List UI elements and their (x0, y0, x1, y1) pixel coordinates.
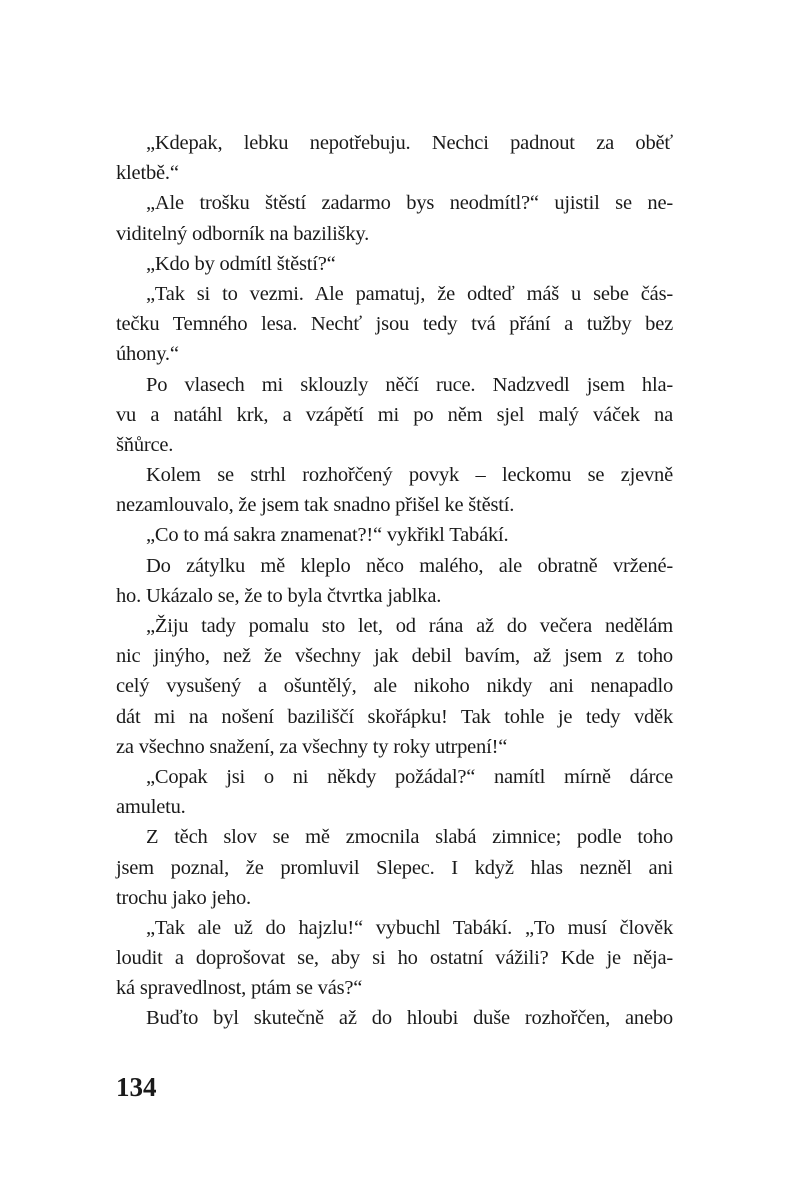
paragraph (116, 913, 673, 1004)
text-line: loudit a doprošovat se, aby si ho ostatní vážili? Kde je něja- (116, 947, 673, 970)
text-line: „Kdo by odmítl štěstí?“ (146, 252, 336, 275)
body-text (116, 128, 673, 1034)
text-line: Do zátylku mě kleplo něco malého, ale obratně vržené- (146, 554, 673, 577)
text-line: Z těch slov se mě zmocnila slabá zimnice; podle toho (146, 826, 673, 849)
text-line: celý vysušený a ošuntělý, ale nikoho nikdy ani nenapadlo (116, 675, 673, 698)
text-line: vu a natáhl krk, a vzápětí mi po něm sjel malý váček na (116, 403, 673, 426)
paragraph (116, 370, 673, 461)
text-line: amuletu. (116, 796, 186, 819)
text-line: šňůrce. (116, 433, 174, 456)
text-line: nezamlouvalo, že jsem tak snadno přišel ke štěstí. (116, 494, 515, 517)
text-line: „Tak ale už do hajzlu!“ vybuchl Tabákí. „To musí člověk (146, 916, 673, 939)
text-line: úhony.“ (116, 343, 179, 366)
text-line: „Copak jsi o ni někdy požádal?“ namítl mírně dárce (146, 765, 673, 788)
text-line: trochu jako jeho. (116, 886, 251, 909)
paragraph (116, 249, 673, 279)
paragraph (116, 611, 673, 762)
text-line: kletbě.“ (116, 162, 179, 185)
paragraph (116, 520, 673, 550)
text-line: dát mi na nošení baziliščí skořápku! Tak tohle je tedy vděk (116, 705, 673, 728)
text-line: jsem poznal, že promluvil Slepec. I když hlas nezněl ani (116, 856, 673, 879)
paragraph (116, 279, 673, 370)
paragraph (116, 1003, 673, 1033)
text-line: viditelný odborník na bazilišky. (116, 222, 370, 245)
paragraph (116, 551, 673, 611)
text-line: Buďto byl skutečně až do hloubi duše rozhořčen, anebo (146, 1007, 673, 1030)
text-line: „Co to má sakra znamenat?!“ vykřikl Tabákí. (146, 524, 509, 547)
text-line: za všechno snažení, za všechny ty roky utrpení!“ (116, 735, 508, 758)
paragraph (116, 188, 673, 248)
text-line: „Žiju tady pomalu sto let, od rána až do večera nedělám (146, 615, 673, 637)
text-line: ká spravedlnost, ptám se vás?“ (116, 977, 363, 1000)
text-line: nic jinýho, než že všechny jak debil bavím, až jsem z toho (116, 645, 673, 668)
text-line: „Ale trošku štěstí zadarmo bys neodmítl?“ ujistil se ne- (146, 192, 673, 215)
text-line: Po vlasech mi sklouzly něčí ruce. Nadzvedl jsem hla- (146, 373, 673, 396)
text-line: tečku Temného lesa. Nechť jsou tedy tvá přání a tužby bez (116, 313, 673, 336)
text-line: „Kdepak, lebku nepotřebuju. Nechci padnout za oběť (146, 132, 673, 154)
page-number: 134 (116, 1072, 157, 1102)
paragraph (116, 460, 673, 520)
paragraph (116, 822, 673, 913)
text-line: „Tak si to vezmi. Ale pamatuj, že odteď máš u sebe čás- (146, 282, 673, 305)
paragraph (116, 128, 673, 188)
text-line: Kolem se strhl rozhořčený povyk – leckomu se zjevně (146, 464, 673, 487)
paragraph (116, 762, 673, 822)
text-line: ho. Ukázalo se, že to byla čtvrtka jablka. (116, 584, 442, 607)
